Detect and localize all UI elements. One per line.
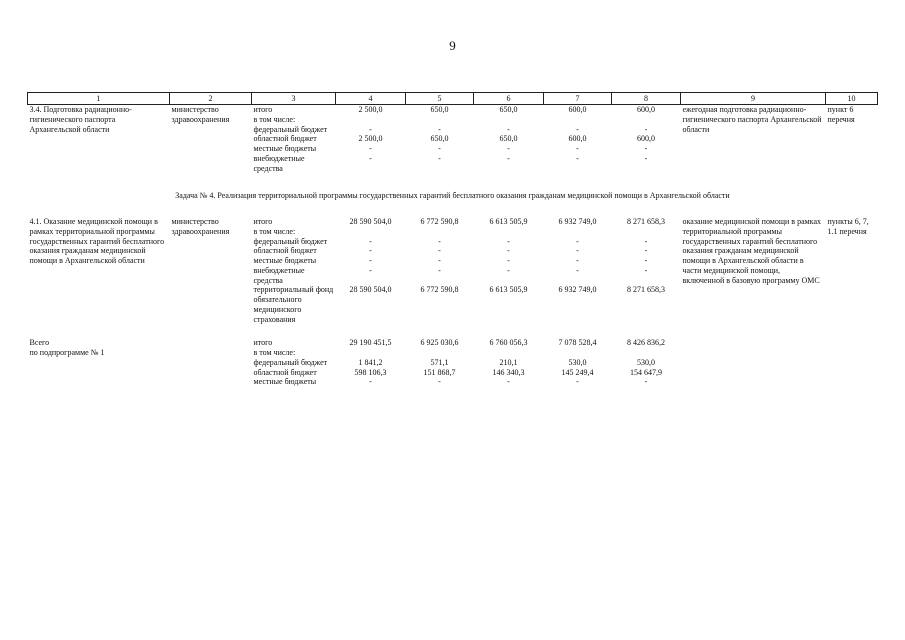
amount-cell: -	[438, 124, 441, 134]
amount-cell: 29 190 451,5	[349, 338, 392, 348]
amount-cell: -	[644, 377, 648, 387]
amount-cell	[406, 115, 474, 125]
table-row	[28, 105, 878, 115]
column-header-8: 8	[612, 93, 681, 105]
amount-cell: 530,0	[568, 357, 587, 367]
amount-cell: -	[438, 236, 441, 246]
executor-name: министерство здравоохранения	[171, 105, 230, 124]
column-header-row	[28, 93, 878, 105]
column-header-1: 1	[28, 93, 170, 105]
amount-cell	[406, 227, 474, 237]
task-row	[28, 173, 878, 217]
activity-name: Всего по подпрограмме № 1	[29, 338, 105, 357]
amount-cell: -	[644, 124, 648, 134]
table-row	[28, 338, 878, 348]
amount-cell: -	[644, 246, 648, 256]
funding-source-label: областной бюджет	[253, 246, 317, 256]
table-row	[28, 217, 878, 227]
amount-cell	[336, 227, 406, 237]
amount-cell	[544, 115, 612, 125]
column-header-6: 6	[474, 93, 544, 105]
amount-cell: 600,0	[568, 105, 587, 114]
amount-cell: -	[369, 124, 372, 134]
column-header-7: 7	[544, 93, 612, 105]
amount-cell: 600,0	[637, 134, 655, 144]
amount-cell: -	[644, 153, 648, 163]
amount-cell: -	[576, 265, 579, 275]
amount-cell: 6 613 505,9	[489, 285, 528, 295]
amount-cell	[544, 348, 612, 358]
activity-name: 3.4. Подготовка радиационно-гигиенического паспорта Архангельской области	[29, 105, 132, 134]
amount-cell: 650,0	[430, 134, 449, 144]
indicator-link: пункты 6, 7, 1.1 перечня	[827, 217, 869, 236]
funding-source-label: местные бюджеты	[253, 144, 317, 153]
spacer-row	[28, 324, 878, 338]
amount-cell: -	[369, 246, 372, 256]
amount-cell: -	[438, 256, 441, 265]
task-heading: Задача № 4. Реализация территориальной программы государственных гарантий бесплатного оказания гражданам медицинской помощи в Архангельской области	[175, 191, 730, 201]
spacer-cell	[28, 324, 878, 338]
amount-cell: -	[438, 246, 441, 256]
amount-cell: -	[507, 246, 510, 256]
expected-result: оказание медицинской помощи в рамках территориальной программы государственных гарантий бесплатного оказания гражданам медицинской помощи в Архангельской области в части медицинской помощи, включенной в базовую программу ОМС	[682, 217, 821, 285]
amount-cell: 28 590 504,0	[349, 217, 392, 226]
amount-cell: -	[576, 153, 579, 163]
table-body	[28, 105, 878, 388]
amount-cell: 154 647,9	[630, 367, 662, 377]
amount-cell: 2 500,0	[358, 105, 383, 114]
amount-cell: 8 426 836,2	[627, 338, 665, 348]
amount-cell	[336, 115, 406, 125]
budget-table	[27, 92, 878, 387]
column-header-9: 9	[681, 93, 826, 105]
column-header-4: 4	[336, 93, 406, 105]
funding-source-label: местные бюджеты	[253, 377, 317, 387]
amount-cell	[544, 227, 612, 237]
amount-cell: -	[576, 236, 579, 246]
executor-name	[170, 338, 252, 387]
amount-cell: 6 932 749,0	[558, 217, 597, 226]
amount-cell: -	[507, 256, 510, 265]
activity-name: 4.1. Оказание медицинской помощи в рамках территориальной программы государственных гарантий бесплатного оказания гражданам медицинской помощи в Архангельской области	[29, 217, 165, 265]
amount-cell: 8 271 658,3	[627, 285, 665, 295]
amount-cell: -	[576, 256, 579, 265]
amount-cell: 28 590 504,0	[349, 285, 392, 295]
amount-cell: 7 078 528,4	[558, 338, 597, 348]
amount-cell	[612, 115, 681, 125]
amount-cell: -	[507, 124, 510, 134]
amount-cell: 2 500,0	[358, 134, 383, 144]
amount-cell: -	[576, 377, 579, 387]
amount-cell: -	[644, 256, 648, 265]
amount-cell: 1 841,2	[358, 357, 383, 367]
amount-cell: -	[369, 153, 372, 163]
funding-source-label: в том числе:	[253, 226, 296, 236]
amount-cell: -	[507, 265, 510, 275]
amount-cell: 6 772 590,8	[420, 217, 459, 226]
amount-cell: -	[507, 377, 510, 387]
amount-cell: 8 271 658,3	[627, 217, 665, 226]
amount-cell: 530,0	[637, 357, 655, 367]
funding-source-label: областной бюджет	[253, 367, 317, 377]
column-header-3: 3	[252, 93, 336, 105]
amount-cell: 650,0	[499, 105, 518, 114]
amount-cell: -	[369, 144, 372, 153]
amount-cell: 600,0	[637, 105, 655, 114]
funding-source-label: итого	[253, 105, 273, 114]
amount-cell: 146 340,3	[492, 367, 525, 377]
expected-result: ежегодная подготовка радиационно-гигиенического паспорта Архангельской области	[682, 105, 822, 134]
funding-source-label: федеральный бюджет	[253, 357, 328, 367]
amount-cell: 6 925 030,6	[420, 338, 459, 348]
amount-cell: -	[369, 265, 372, 275]
indicator-link: пункт 6 перечня	[827, 105, 855, 124]
funding-source-label: внебюджетные средства	[253, 153, 305, 173]
amount-cell: 6 772 590,8	[420, 285, 459, 295]
amount-cell: 151 868,7	[423, 367, 456, 377]
amount-cell: -	[576, 144, 579, 153]
funding-source-label: федеральный бюджет	[253, 124, 328, 134]
amount-cell: -	[507, 236, 510, 246]
amount-cell: -	[576, 124, 579, 134]
amount-cell: -	[438, 144, 441, 153]
amount-cell: -	[507, 153, 510, 163]
amount-cell: -	[644, 265, 648, 275]
amount-cell: 6 760 056,3	[489, 338, 528, 348]
funding-source-label: в том числе:	[253, 114, 296, 124]
amount-cell: 6 613 505,9	[489, 217, 528, 226]
amount-cell: -	[369, 377, 372, 387]
amount-cell: 571,1	[430, 357, 449, 367]
funding-source-label: итого	[253, 217, 273, 226]
amount-cell	[612, 227, 681, 237]
amount-cell: 145 249,4	[561, 367, 594, 377]
page-number: 9	[449, 38, 456, 53]
amount-cell: 600,0	[568, 134, 587, 144]
amount-cell	[406, 348, 474, 358]
amount-cell: -	[438, 377, 441, 387]
amount-cell	[336, 348, 406, 358]
column-header-2: 2	[170, 93, 252, 105]
amount-cell: -	[507, 144, 510, 153]
funding-source-label: областной бюджет	[253, 134, 317, 144]
amount-cell	[474, 348, 544, 358]
amount-cell: 650,0	[499, 134, 518, 144]
amount-cell: 210,1	[499, 357, 518, 367]
expected-result	[681, 338, 826, 387]
amount-cell: -	[644, 144, 648, 153]
funding-source-label: в том числе:	[253, 348, 296, 357]
amount-cell: 650,0	[430, 105, 449, 114]
amount-cell: -	[576, 246, 579, 256]
column-header-5: 5	[406, 93, 474, 105]
amount-cell: 598 106,3	[354, 367, 387, 377]
executor-name: министерство здравоохранения	[171, 217, 230, 236]
funding-source-label: итого	[253, 338, 273, 348]
funding-source-label: федеральный бюджет	[253, 236, 328, 246]
funding-source-label: внебюджетные средства	[253, 265, 305, 285]
amount-cell	[612, 348, 681, 358]
amount-cell: -	[369, 236, 372, 246]
indicator-link	[826, 338, 878, 387]
column-header-10: 10	[826, 93, 878, 105]
funding-source-label: местные бюджеты	[253, 256, 317, 265]
funding-source-label: территориальный фонд обязательного медицинского страхования	[253, 285, 334, 324]
amount-cell: -	[369, 256, 372, 265]
amount-cell: -	[438, 153, 441, 163]
amount-cell	[474, 115, 544, 125]
amount-cell: -	[438, 265, 441, 275]
amount-cell: -	[644, 236, 648, 246]
amount-cell: 6 932 749,0	[558, 285, 597, 295]
amount-cell	[474, 227, 544, 237]
